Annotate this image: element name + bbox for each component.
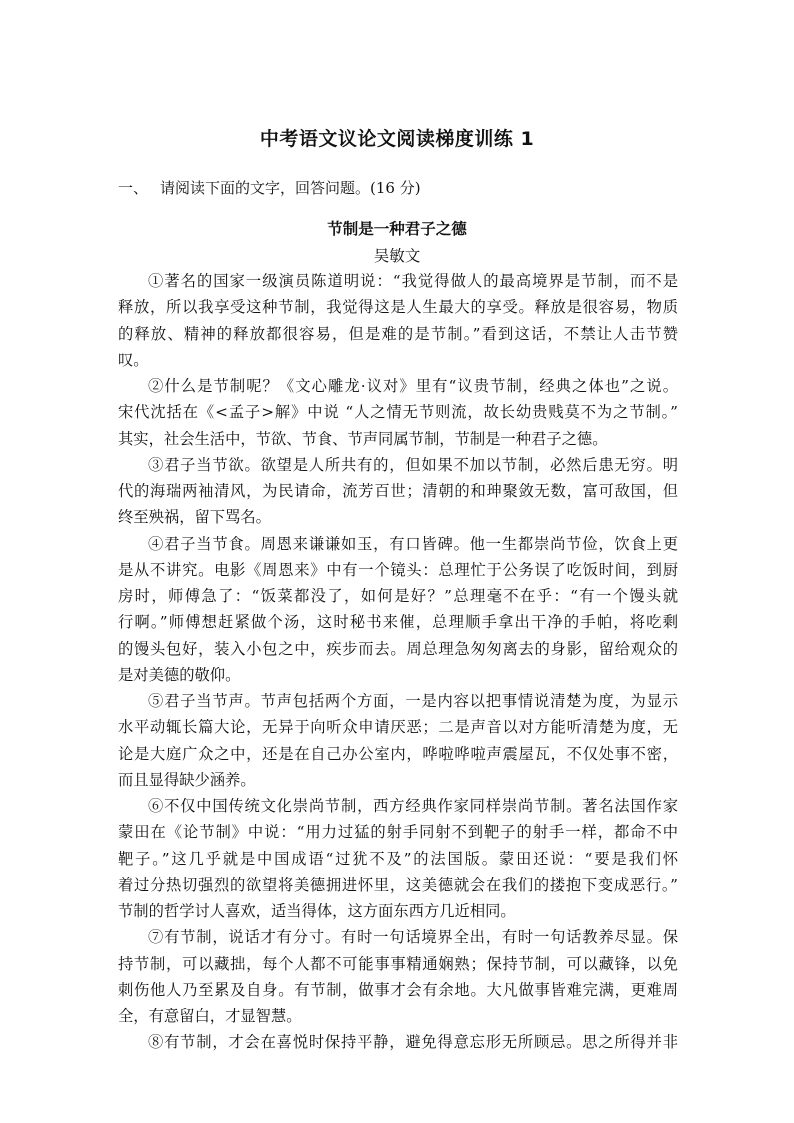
article-paragraph bbox=[118, 531, 678, 689]
paragraph-line: 着过分热切强烈的欲望将美德拥进怀里，这美德就会在我们的搂抱下变成恶行。” bbox=[118, 875, 678, 894]
paragraph-line: 而且显得缺少涵养。 bbox=[118, 770, 256, 789]
paragraph-line: 代的海瑞两袖清风，为民请命，流芳百世；清朝的和珅聚敛无数，富可敌国，但 bbox=[118, 482, 678, 500]
article-paragraph bbox=[118, 924, 678, 1029]
paragraph-line: ②什么是节制呢？《文心雕龙·议对》里有“议贵节制，经典之体也”之说。 bbox=[148, 377, 678, 395]
paragraph-line: ⑦有节制，说话才有分寸。有时一句话境界全出，有时一句话教养尽显。保 bbox=[148, 928, 678, 947]
paragraph-line: 行啊。”师傅想赶紧做个汤，这时秘书来催，总理顺手拿出干净的手帕，将吃剩 bbox=[118, 613, 678, 632]
paragraph-line: 蒙田在《论节制》中说：“用力过猛的射手同射不到靶子的射手一样，都命不中 bbox=[118, 823, 678, 842]
paragraph-line: 刺伤他人乃至累及自身。有节制，做事才会有余地。大凡做事皆难完满，更难周 bbox=[118, 980, 678, 999]
paragraph-line: 水平动辄长篇大论，无异于向听众申请厌恶；二是声音以对方能听清楚为度，无 bbox=[118, 718, 678, 737]
paragraph-line: 持节制，可以藏拙，每个人都不可能事事精通娴熟；保持节制，可以藏锋，以免 bbox=[118, 954, 678, 973]
article-paragraph bbox=[118, 373, 678, 452]
question-text: 请阅读下面的文字，回答问题。(16 分) bbox=[160, 179, 421, 197]
article-paragraph bbox=[118, 268, 678, 373]
paragraph-line: 的馒头包好，装入小包之中，疾步而去。周总理急匆匆离去的身影，留给观众的 bbox=[118, 639, 678, 658]
article-title: 节制是一种君子之德 bbox=[327, 220, 467, 238]
article-paragraph bbox=[118, 688, 678, 793]
paragraph-line: 的释放、精神的释放都很容易，但是难的是节制。”看到这话，不禁让人击节赞 bbox=[118, 324, 678, 343]
paragraph-line: ⑥不仅中国传统文化崇尚节制，西方经典作家同样崇尚节制。著名法国作家 bbox=[148, 797, 678, 815]
paragraph-line: 叹。 bbox=[118, 350, 149, 369]
paragraph-line: 房时，师傅急了：“饭菜都没了，如何是好？”总理毫不在乎：“有一个馒头就 bbox=[118, 587, 678, 605]
paragraph-line: 其实，社会生活中，节欲、节食、节声同属节制，节制是一种君子之德。 bbox=[118, 429, 608, 448]
paragraph-line: 节制的哲学讨人喜欢，适当得体，这方面东西方几近相同。 bbox=[118, 902, 516, 920]
paragraph-line: ⑤君子当节声。节声包括两个方面，一是内容以把事情说清楚为度，为显示 bbox=[148, 692, 678, 710]
document-title: 中考语文议论文阅读梯度训练 1 bbox=[259, 128, 535, 150]
paragraph-line: 论是大庭广众之中，还是在自己办公室内，哗啦哗啦声震屋瓦，不仅处事不密， bbox=[118, 744, 678, 763]
paragraph-line: 终至殃祸，留下骂名。 bbox=[118, 508, 271, 527]
paragraph-line: 是从不讲究。电影《周恩来》中有一个镜头：总理忙于公务误了吃饭时间，到厨 bbox=[118, 560, 678, 579]
article-paragraph bbox=[118, 793, 678, 924]
question-prompt bbox=[118, 177, 421, 198]
article-paragraph bbox=[118, 452, 678, 531]
paragraph-line: 宋代沈括在《<孟子>解》中说 “人之情无节则流，故长幼贵贱莫不为之节制。” bbox=[118, 403, 678, 422]
paragraph-line: 是对美德的敬仰。 bbox=[118, 665, 241, 684]
article-body bbox=[118, 268, 678, 1056]
paragraph-line: 全，有意留白，才显智慧。 bbox=[118, 1007, 302, 1025]
article-paragraph bbox=[118, 1029, 678, 1055]
paragraph-line: 靶子。”这几乎就是中国成语“过犹不及”的法国版。蒙田还说：“要是我们怀 bbox=[118, 849, 678, 868]
paragraph-line: ⑧有节制，才会在喜悦时保持平静，避免得意忘形无所顾忌。思之所得并非 bbox=[148, 1033, 678, 1052]
question-number: 一、 bbox=[118, 179, 149, 197]
paragraph-line: ①著名的国家一级演员陈道明说：“我觉得做人的最高境界是节制，而不是 bbox=[148, 272, 678, 290]
paragraph-line: ③君子当节欲。欲望是人所共有的，但如果不加以节制，必然后患无穷。明 bbox=[148, 455, 678, 474]
paragraph-line: ④君子当节食。周恩来谦谦如玉，有口皆碑。他一生都崇尚节俭，饮食上更 bbox=[148, 534, 678, 553]
article-author: 吴敏文 bbox=[373, 247, 421, 265]
paragraph-line: 释放，所以我享受这种节制，我觉得这是人生最大的享受。释放是很容易，物质 bbox=[118, 298, 678, 317]
